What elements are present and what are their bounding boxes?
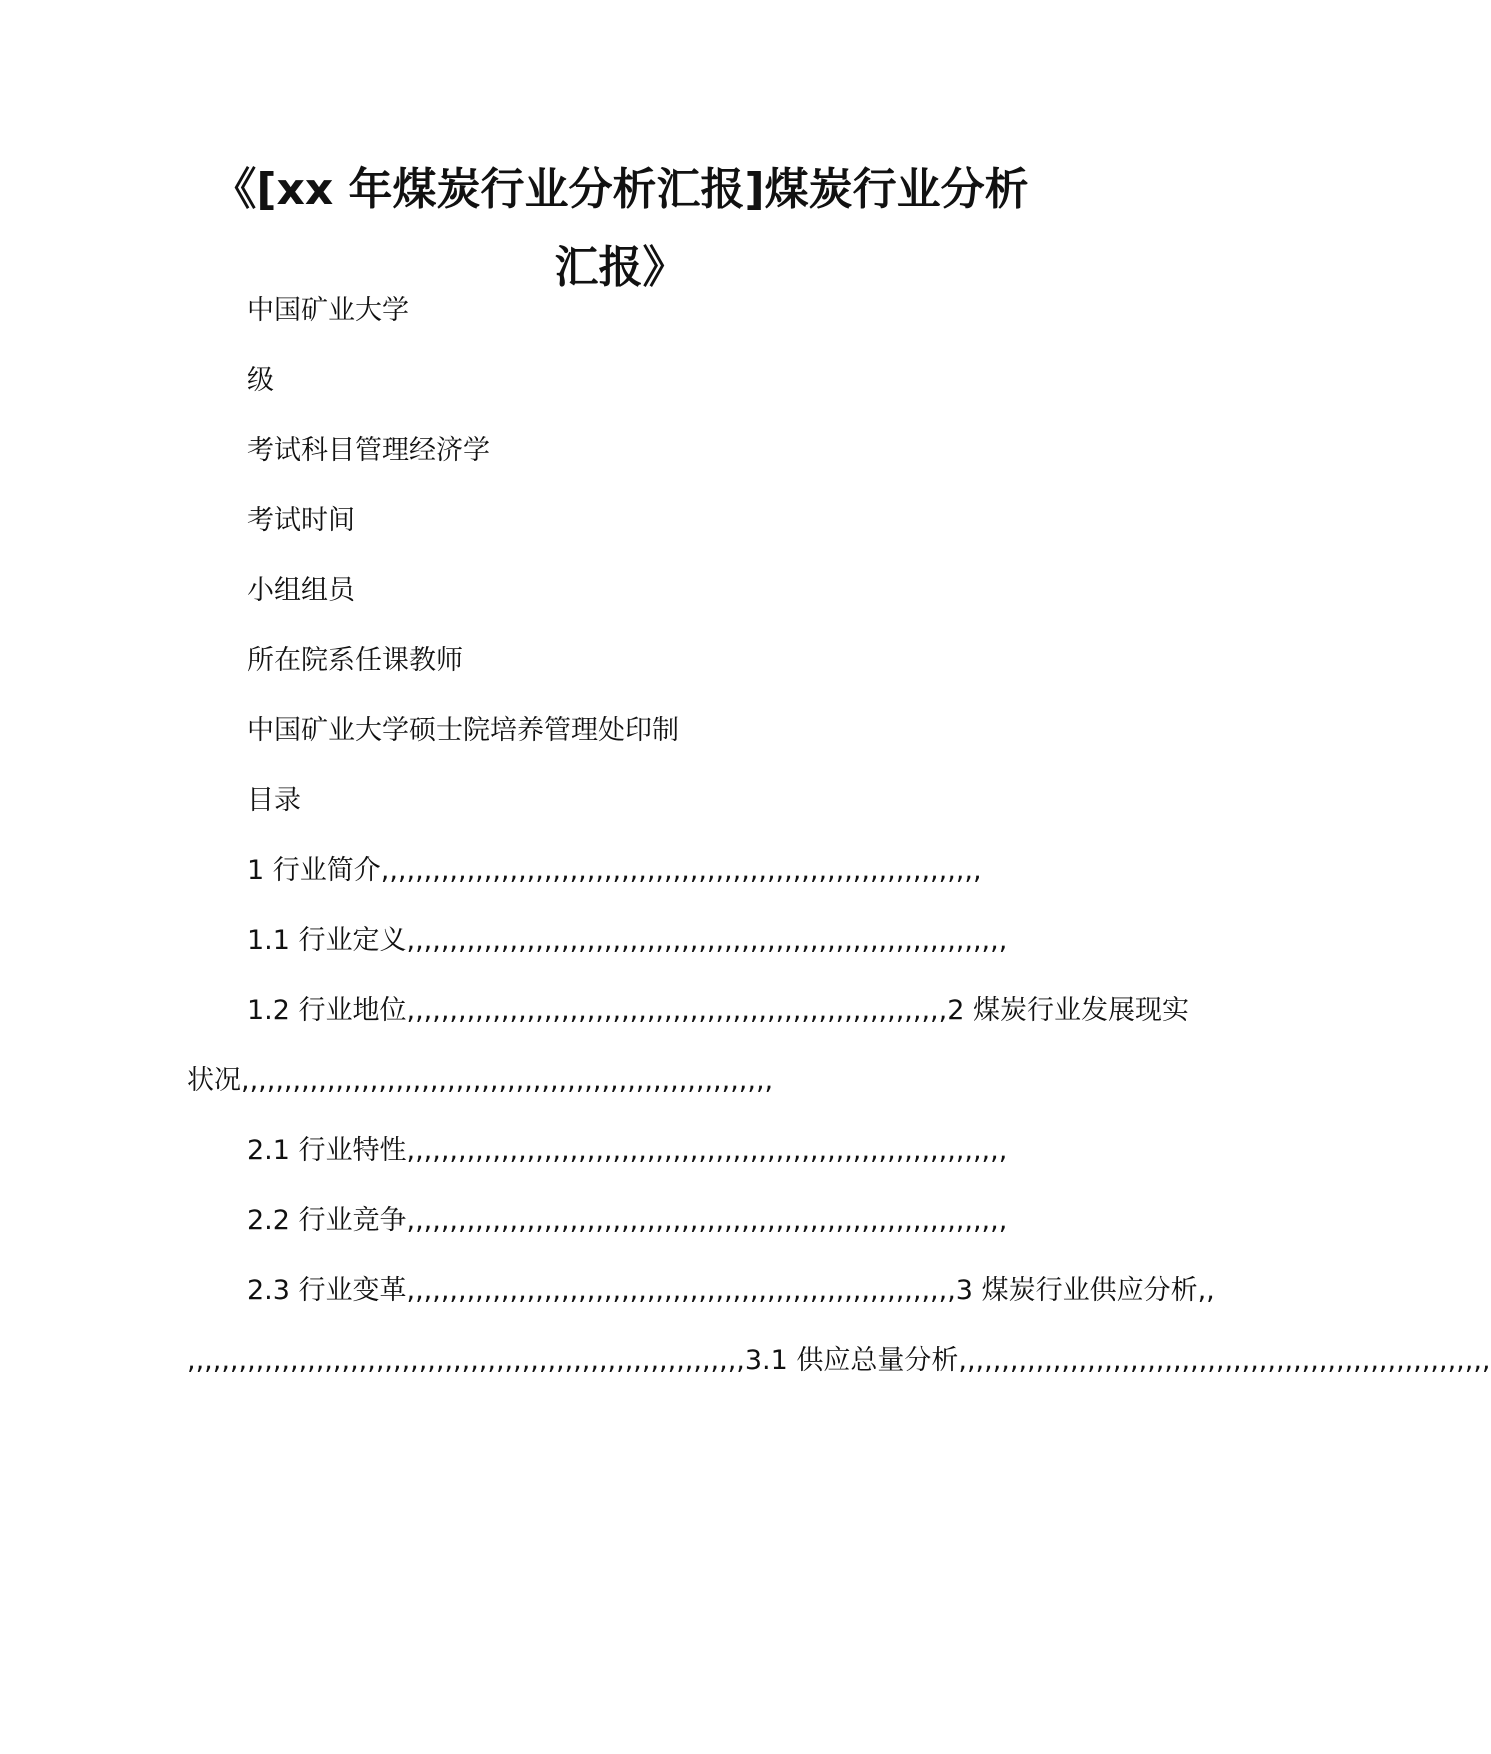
toc-entry: 2.1 行业特性,,,,,,,,,,,,,,,,,,,,,,,,,,,,,,,,,,,,,,,,,,,,,,,,,,,,,,,,,,,,,,,,,,,,,, bbox=[247, 1135, 1008, 1166]
toc-entry-continuation: ,,,,,,,,,,,,,,,,,,,,,,,,,,,,,,,,,,,,,,,,,,,,,,,,,,,,,,,,,,,,,,,,,3.1 供应总量分析,,,,,,,,,,,,,,,,,,,,,,,,,,,,,,,,,,,,,,,,,,,,,,,,,,,,,,,,,,,,,, bbox=[187, 1345, 1491, 1376]
exam-time-field: 考试时间 bbox=[247, 505, 355, 536]
toc-entry: 1.2 行业地位,,,,,,,,,,,,,,,,,,,,,,,,,,,,,,,,,,,,,,,,,,,,,,,,,,,,,,,,,,,,,,,2 煤炭行业发展现实 bbox=[247, 995, 1189, 1026]
grade-field: 级 bbox=[247, 365, 274, 396]
toc-heading: 目录 bbox=[247, 785, 301, 816]
department-teacher-field: 所在院系任课教师 bbox=[247, 645, 463, 676]
printer-line: 中国矿业大学硕士院培养管理处印制 bbox=[247, 715, 679, 746]
exam-subject-field: 考试科目管理经济学 bbox=[247, 435, 490, 466]
university-name: 中国矿业大学 bbox=[247, 295, 409, 326]
toc-entry: 1 行业简介,,,,,,,,,,,,,,,,,,,,,,,,,,,,,,,,,,,,,,,,,,,,,,,,,,,,,,,,,,,,,,,,,,,,,, bbox=[247, 855, 982, 886]
toc-entry: 2.2 行业竞争,,,,,,,,,,,,,,,,,,,,,,,,,,,,,,,,,,,,,,,,,,,,,,,,,,,,,,,,,,,,,,,,,,,,,, bbox=[247, 1205, 1008, 1236]
toc-entry-continuation: 状况,,,,,,,,,,,,,,,,,,,,,,,,,,,,,,,,,,,,,,,,,,,,,,,,,,,,,,,,,,,,,, bbox=[187, 1065, 774, 1096]
document-title-line-1: 《[xx 年煤炭行业分析汇报]煤炭行业分析 bbox=[212, 164, 1029, 215]
group-members-field: 小组组员 bbox=[247, 575, 355, 606]
document-title-line-2: 汇报》 bbox=[554, 242, 687, 293]
toc-entry: 1.1 行业定义,,,,,,,,,,,,,,,,,,,,,,,,,,,,,,,,,,,,,,,,,,,,,,,,,,,,,,,,,,,,,,,,,,,,,, bbox=[247, 925, 1008, 956]
toc-entry: 2.3 行业变革,,,,,,,,,,,,,,,,,,,,,,,,,,,,,,,,,,,,,,,,,,,,,,,,,,,,,,,,,,,,,,,,3 煤炭行业供应分析,, bbox=[247, 1275, 1215, 1306]
